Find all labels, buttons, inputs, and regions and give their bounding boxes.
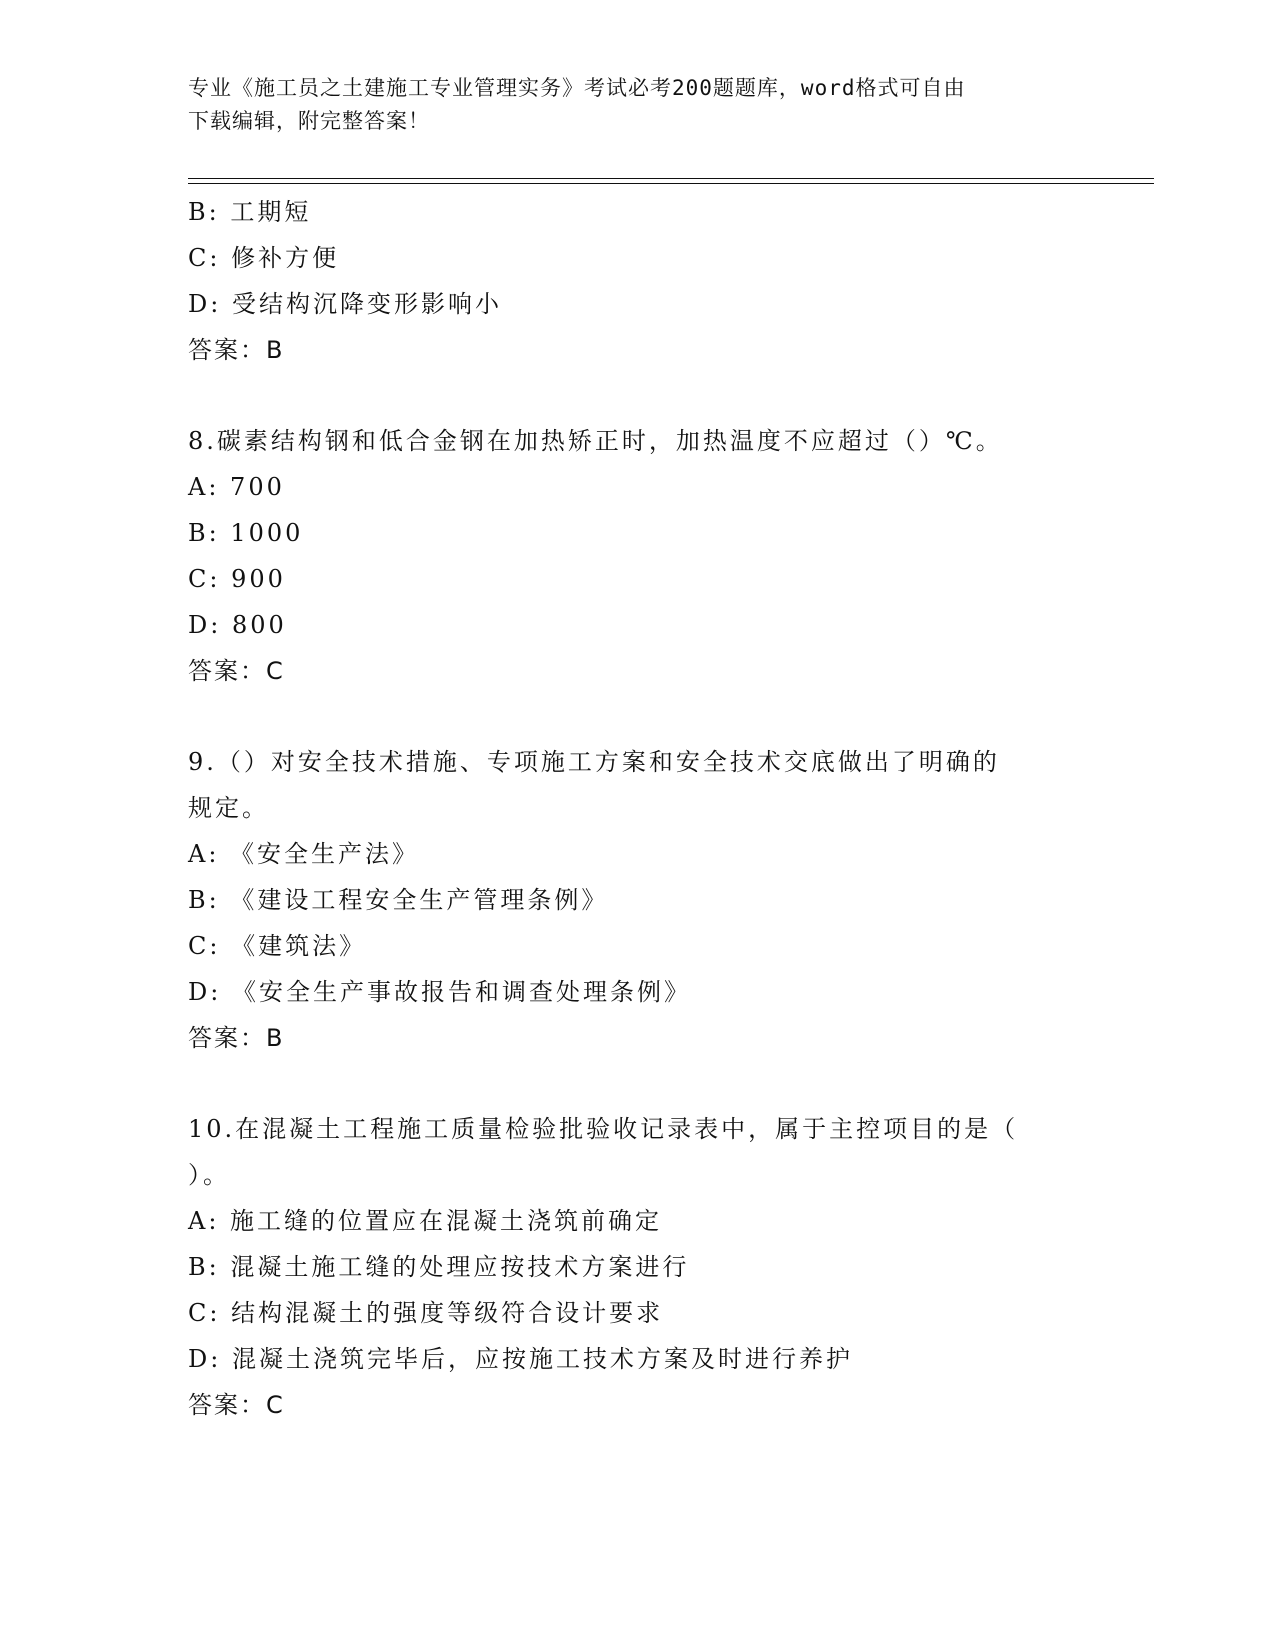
header-rule-top bbox=[188, 178, 1154, 179]
q9-option-a: A: 《安全生产法》 bbox=[188, 840, 420, 868]
q9-option-b: B: 《建设工程安全生产管理条例》 bbox=[188, 886, 609, 914]
q9-option-c: C: 《建筑法》 bbox=[188, 932, 367, 960]
q10-answer: 答案：C bbox=[188, 1391, 285, 1419]
q10-stem-line-1: 10.在混凝土工程施工质量检验批验收记录表中，属于主控项目的是（ bbox=[188, 1115, 1019, 1143]
question-9 bbox=[188, 739, 1088, 1061]
q8-option-d: D: 800 bbox=[188, 611, 287, 639]
q8-option-c: C: 900 bbox=[188, 565, 286, 593]
q9-answer: 答案：B bbox=[188, 1024, 285, 1052]
q8-option-a: A: 700 bbox=[188, 473, 285, 501]
q9-stem-line-1: 9.（）对安全技术措施、专项施工方案和安全技术交底做出了明确的 bbox=[188, 748, 1000, 776]
q7-option-d: D: 受结构沉降变形影响小 bbox=[188, 290, 502, 318]
q7-option-b: B: 工期短 bbox=[188, 198, 312, 226]
question-content bbox=[188, 189, 1088, 1428]
header-line-1: 专业《施工员之土建施工专业管理实务》考试必考200题题库，word格式可自由 bbox=[188, 76, 966, 100]
q8-answer: 答案：C bbox=[188, 657, 285, 685]
header-rule-bottom bbox=[188, 183, 1154, 184]
q10-option-c: C: 结构混凝土的强度等级符合设计要求 bbox=[188, 1299, 664, 1327]
question-8 bbox=[188, 418, 1088, 694]
question-7-tail bbox=[188, 189, 1088, 373]
header-line-2: 下载编辑，附完整答案！ bbox=[188, 109, 430, 133]
q9-option-d: D: 《安全生产事故报告和调查处理条例》 bbox=[188, 978, 691, 1006]
q10-option-d: D: 混凝土浇筑完毕后，应按施工技术方案及时进行养护 bbox=[188, 1345, 853, 1373]
q7-answer: 答案：B bbox=[188, 336, 285, 364]
q8-stem: 8.碳素结构钢和低合金钢在加热矫正时，加热温度不应超过（）℃。 bbox=[188, 427, 1003, 455]
q10-option-a: A: 施工缝的位置应在混凝土浇筑前确定 bbox=[188, 1207, 663, 1235]
q8-option-b: B: 1000 bbox=[188, 519, 304, 547]
q7-option-c: C: 修补方便 bbox=[188, 244, 340, 272]
document-header bbox=[188, 72, 1068, 138]
q10-option-b: B: 混凝土施工缝的处理应按技术方案进行 bbox=[188, 1253, 690, 1281]
q10-stem-line-2: ）。 bbox=[188, 1161, 230, 1189]
question-10 bbox=[188, 1106, 1088, 1428]
q9-stem-line-2: 规定。 bbox=[188, 794, 269, 822]
